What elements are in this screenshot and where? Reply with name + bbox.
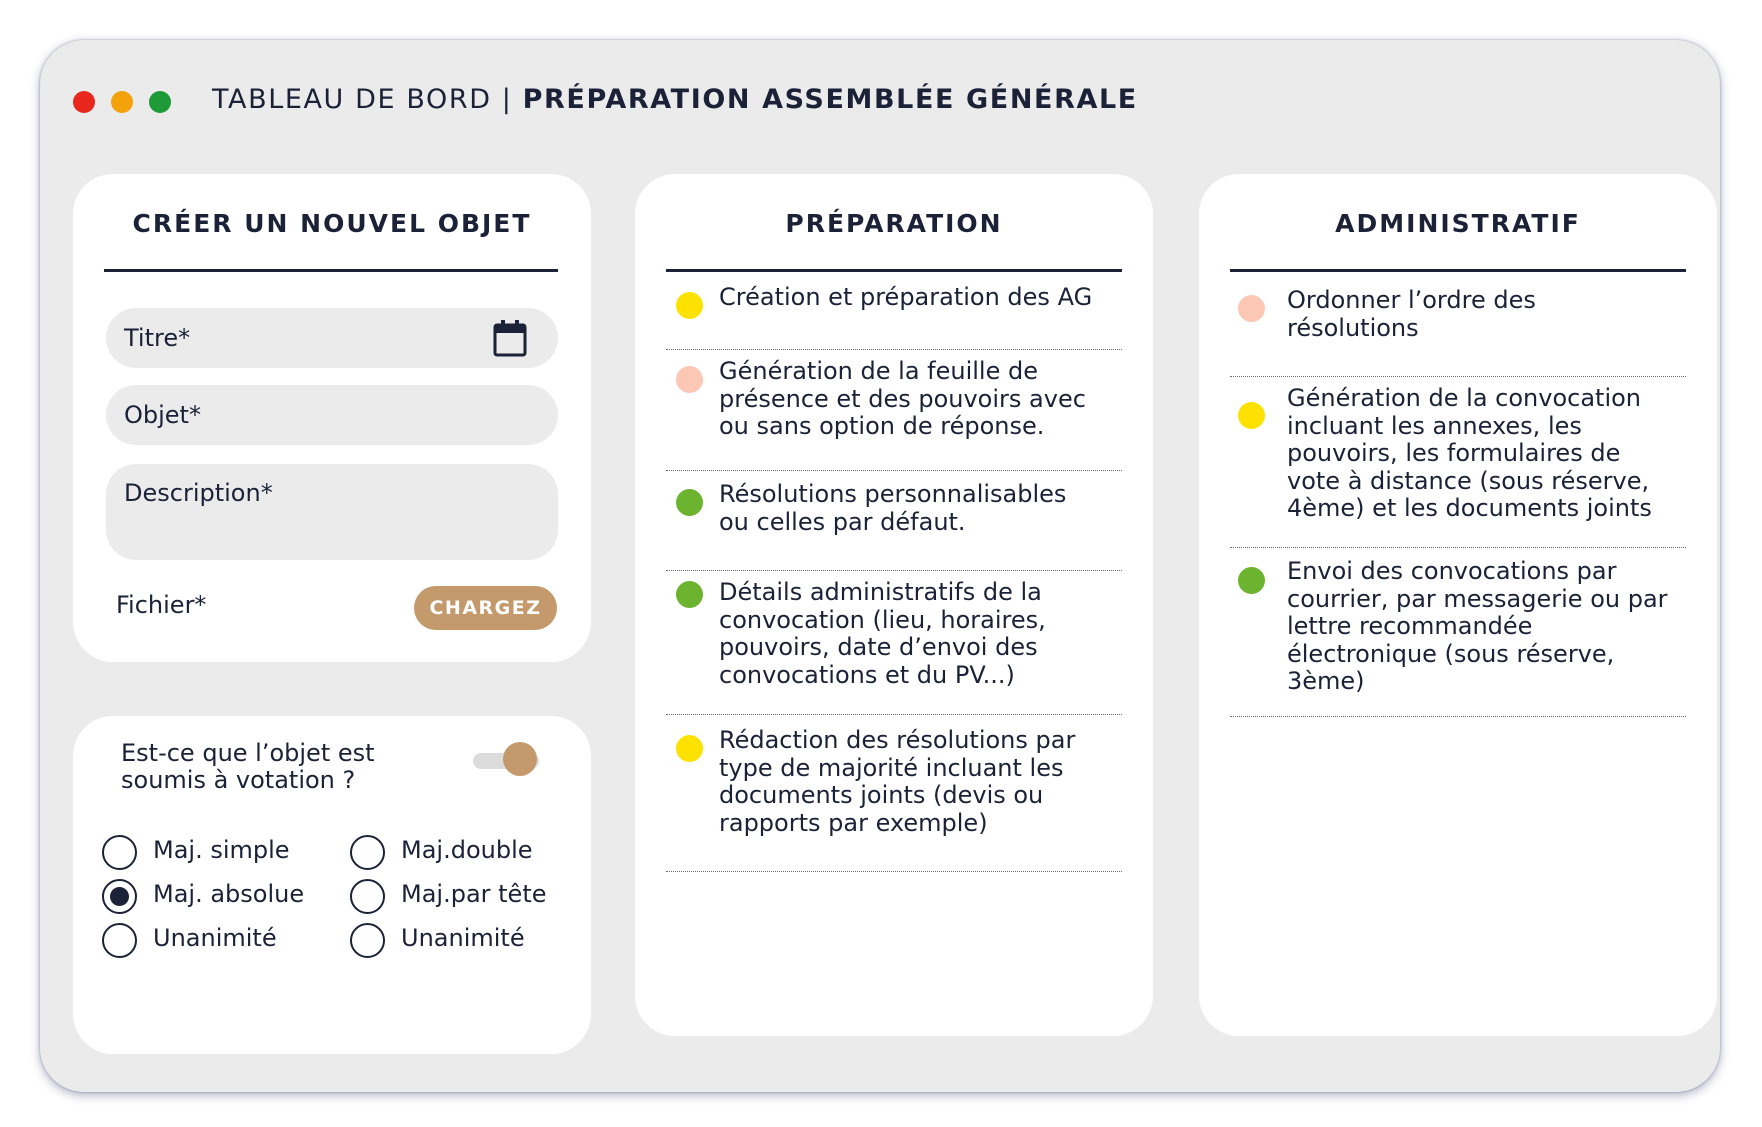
task-line: ou sans option de réponse. <box>719 412 1045 440</box>
task-line: convocations et du PV...) <box>719 660 1015 689</box>
radio-circle[interactable] <box>102 835 137 870</box>
task-line: Génération de la feuille de <box>719 357 1038 385</box>
window-title-main: PRÉPARATION ASSEMBLÉE GÉNÉRALE <box>522 84 1138 115</box>
task-item <box>719 579 1046 689</box>
task-item <box>719 727 1075 837</box>
object-input-placeholder: Objet* <box>124 401 201 429</box>
task-line: pouvoirs, date d’envoi des <box>719 633 1038 661</box>
task-item <box>1287 287 1536 342</box>
task-line: électronique (sous réserve, <box>1287 639 1615 668</box>
window-title <box>212 84 1138 115</box>
vote-question-line: soumis à votation ? <box>121 766 356 794</box>
task-line: ou celles par défaut. <box>719 507 966 536</box>
maximize-window-button[interactable] <box>149 91 171 113</box>
radio-circle[interactable] <box>350 923 385 958</box>
status-dot <box>1238 295 1265 322</box>
title-input[interactable] <box>106 308 558 368</box>
task-separator <box>666 714 1122 715</box>
app-window <box>40 40 1720 1092</box>
task-item <box>719 481 1066 536</box>
task-line: 4ème) et les documents joints <box>1287 494 1652 522</box>
task-line: type de majorité incluant les <box>719 753 1064 782</box>
radio-selected-dot <box>110 887 129 906</box>
task-line: Résolutions personnalisables <box>719 480 1067 508</box>
task-line: documents joints (devis ou <box>719 781 1044 809</box>
vote-toggle-knob <box>503 742 537 776</box>
task-line: Création et préparation des AG <box>719 283 1093 311</box>
task-separator <box>666 349 1122 350</box>
task-item <box>719 284 1092 312</box>
task-line: Génération de la convocation <box>1287 384 1641 412</box>
upload-button[interactable]: CHARGEZ <box>414 586 557 630</box>
task-line: vote à distance (sous réserve, <box>1287 466 1650 495</box>
vote-question-line: Est-ce que l’objet est <box>121 739 375 767</box>
vote-toggle[interactable] <box>473 750 539 772</box>
card-divider <box>666 269 1122 272</box>
task-line: Envoi des convocations par <box>1287 557 1617 585</box>
calendar-icon[interactable] <box>493 319 527 357</box>
preparation-title: PRÉPARATION <box>785 209 1003 238</box>
task-item <box>719 358 1086 441</box>
title-input-placeholder: Titre* <box>124 324 191 352</box>
task-separator <box>1230 547 1686 548</box>
task-separator <box>666 470 1122 471</box>
close-window-button[interactable] <box>73 91 95 113</box>
create-object-card <box>73 174 591 662</box>
task-item <box>1287 558 1668 696</box>
administratif-card <box>1199 174 1717 1036</box>
task-line: pouvoirs, les formulaires de <box>1287 439 1621 467</box>
task-separator <box>666 871 1122 872</box>
task-line: Ordonner l’ordre des <box>1287 286 1536 314</box>
card-divider <box>1230 269 1686 272</box>
create-object-title: CRÉER UN NOUVEL OBJET <box>132 209 532 238</box>
task-separator <box>666 570 1122 571</box>
file-label: Fichier* <box>116 591 207 619</box>
radio-circle[interactable] <box>102 879 137 914</box>
task-item <box>1287 385 1652 523</box>
task-line: Rédaction des résolutions par <box>719 726 1076 754</box>
task-line: courrier, par messagerie ou par <box>1287 584 1668 613</box>
task-line: 3ème) <box>1287 667 1365 695</box>
minimize-window-button[interactable] <box>111 91 133 113</box>
vote-option-label: Maj.double <box>401 836 533 864</box>
radio-circle[interactable] <box>350 879 385 914</box>
radio-circle[interactable] <box>102 923 137 958</box>
status-dot <box>1238 567 1265 594</box>
status-dot <box>676 581 703 608</box>
vote-option-label: Unanimité <box>401 924 525 952</box>
status-dot <box>676 292 703 319</box>
vote-option-label: Maj. simple <box>153 836 290 864</box>
object-input[interactable] <box>106 385 558 445</box>
task-line: Détails administratifs de la <box>719 578 1042 606</box>
preparation-card <box>635 174 1153 1036</box>
vote-option-label: Unanimité <box>153 924 277 952</box>
status-dot <box>676 735 703 762</box>
vote-question <box>121 740 375 794</box>
description-textarea[interactable] <box>106 464 558 560</box>
administratif-title: ADMINISTRATIF <box>1335 209 1581 238</box>
task-separator <box>1230 376 1686 377</box>
radio-circle[interactable] <box>350 835 385 870</box>
task-separator <box>1230 716 1686 717</box>
task-line: incluant les annexes, les <box>1287 411 1582 440</box>
status-dot <box>1238 402 1265 429</box>
status-dot <box>676 489 703 516</box>
task-line: rapports par exemple) <box>719 808 988 837</box>
task-line: lettre recommandée <box>1287 612 1533 640</box>
task-line: résolutions <box>1287 313 1419 342</box>
task-line: présence et des pouvoirs avec <box>719 384 1086 413</box>
description-placeholder: Description* <box>124 479 273 507</box>
task-line: convocation (lieu, horaires, <box>719 605 1046 634</box>
vote-card <box>73 716 591 1054</box>
status-dot <box>676 366 703 393</box>
vote-option-label: Maj. absolue <box>153 880 305 908</box>
vote-option-label: Maj.par tête <box>401 880 547 908</box>
window-title-prefix: TABLEAU DE BORD | <box>212 84 523 115</box>
card-divider <box>104 269 558 272</box>
